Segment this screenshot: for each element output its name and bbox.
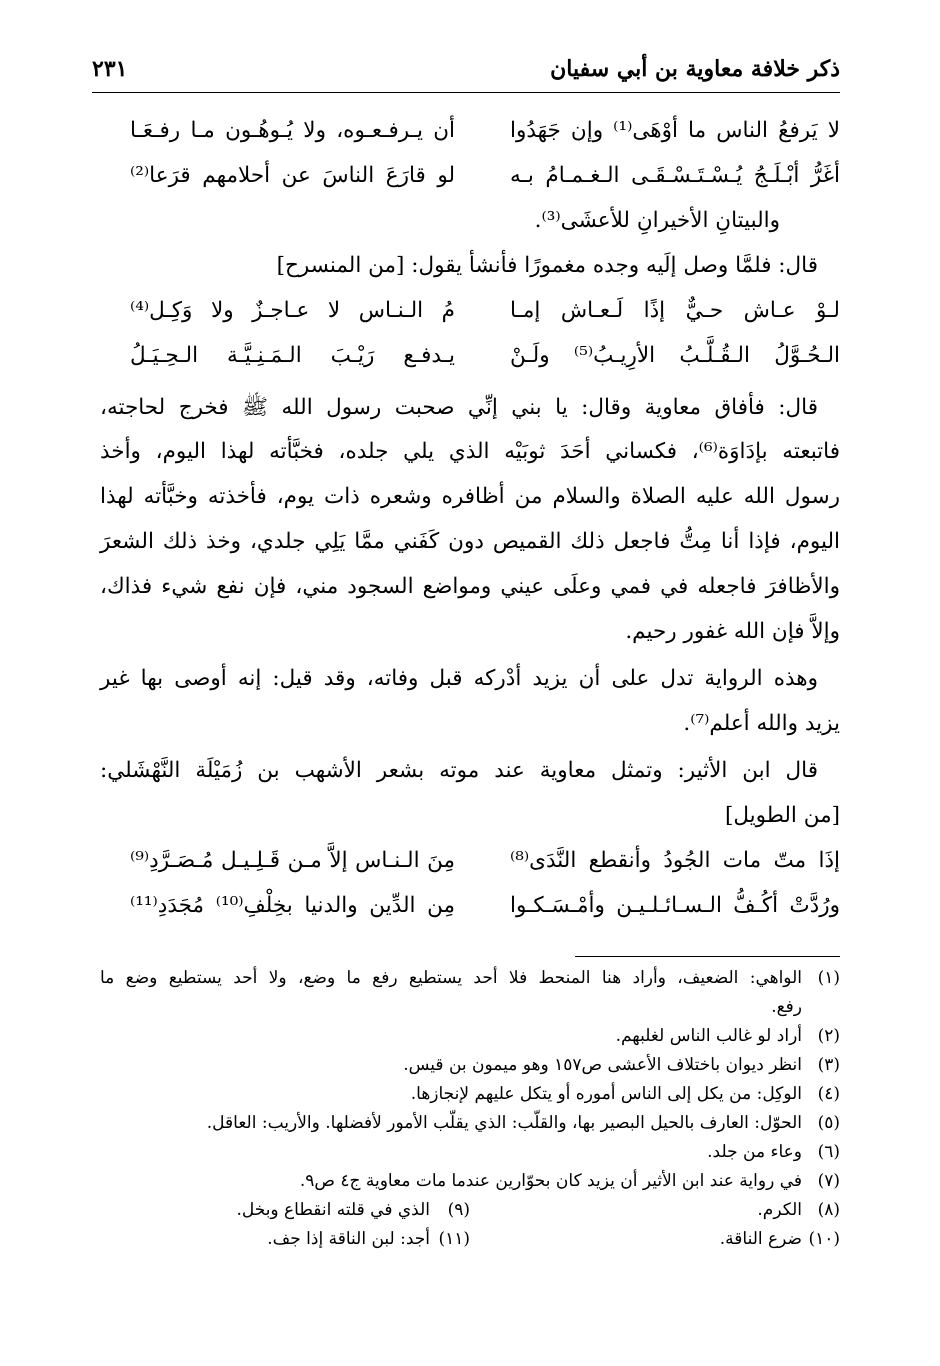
verse-second-hemistich: يـدفـع رَيْـبَ الـمَـنِـيَّـة الـحِـيَـلُ xyxy=(130,343,455,368)
footnote xyxy=(100,997,840,1026)
verse-second-hemistich: لو قارَعَ الناسَ عن أحلامهم قرَعا⁽²⁾ xyxy=(130,163,455,188)
paragraph-line: رسول الله عليه الصلاة والسلام من أظافره وشعره ذات يوم، فأخذته وخبَّأته لهذا xyxy=(100,484,840,509)
footnote xyxy=(100,1171,840,1200)
verse-second-hemistich: مِن الدِّين والدنيا بخِلْفِ⁽¹⁰⁾ مُجَدَدِ⁽¹¹⁾ xyxy=(130,893,456,918)
paragraph-line: وهذه الرواية تدل على أن يزيد أدْركه قبل وفاته، وقد قيل: إنه أوصى بها غير xyxy=(100,666,818,691)
verse-line xyxy=(100,343,840,388)
paragraph xyxy=(100,666,840,756)
footnote-separator xyxy=(575,956,840,957)
attribution-line: والبيتانِ الأخيرانِ للأعشَى⁽³⁾. xyxy=(534,208,780,233)
page-number: ٢٣١ xyxy=(92,56,128,82)
footnote xyxy=(100,1084,840,1113)
footnote-number: (١٠) xyxy=(808,1229,840,1249)
verse-second-hemistich: مِنَ الـنـاس إلاَّ مـن قَـلِـيـل مُـصَـرَّدِ⁽⁹⁾ xyxy=(130,848,455,873)
footnote-text: الذي في قلته انقطاع وبخل. xyxy=(236,1200,430,1220)
footnote-text: أجد: لبن الناقة إذا جف. xyxy=(267,1229,430,1249)
verse-line xyxy=(100,118,840,163)
footnote xyxy=(100,1026,840,1055)
page-header xyxy=(92,52,840,93)
running-title: ذكر خلافة معاوية بن أبي سفيان xyxy=(550,56,840,82)
footnote-number: (٥) xyxy=(817,1113,840,1133)
footnote xyxy=(100,968,840,997)
footnote-text: ضرع الناقة. xyxy=(719,1229,802,1249)
footnote-text: أراد لو غالب الناس لغلبهم. xyxy=(615,1026,802,1046)
paragraph-line: وإلاَّ فإن الله غفور رحيم. xyxy=(625,619,840,644)
footnote-pair xyxy=(100,1200,840,1229)
verse-first-hemistich: لا يَرفعُ الناس ما أوْهَى⁽¹⁾ وإن جَهَدُوا xyxy=(510,118,840,143)
verse-second-hemistich: مُ الـنـاس لا عـاجـزٌ ولا وَكِـل⁽⁴⁾ xyxy=(130,298,455,323)
footnote-number: (٨) xyxy=(817,1200,840,1220)
paragraph-line: [من الطويل] xyxy=(724,803,840,828)
paragraph-line: قال: فأفاق معاوية وقال: يا بني إنِّي صحبت رسول الله ﷺ فخرج لحاجته، xyxy=(100,395,818,420)
footnote-text: وعاء من جلد. xyxy=(707,1142,802,1162)
footnote xyxy=(100,1055,840,1084)
verse-second-hemistich: أن يـرفـعـوه، ولا يُـوهُـون مـا رفـعَـا xyxy=(130,118,455,143)
paragraph xyxy=(100,758,840,848)
verse-first-hemistich: أغَرُّ أبْـلَـجُ يُـسْـتَـسْـقَـى الـغـمـامُ بـه xyxy=(510,163,840,188)
footnote-text: الوكِل: من يكل إلى الناس أموره أو يتكل عليهم لإنجازها. xyxy=(410,1084,802,1104)
footnote-text: الواهي: الضعيف، وأراد هنا المنحط فلا أحد يستطيع رفع ما وضع، ولا أحد يستطيع وضع ما xyxy=(100,968,802,988)
footnote-text: انظر ديوان باختلاف الأعشى ص١٥٧ وهو ميمون بن قيس. xyxy=(403,1055,802,1075)
footnote-text: الحوّل: العارف بالحيل البصير بها، والقلّب: الذي يقلّب الأمور لأفضلها. والأريب: العاقل. xyxy=(206,1113,802,1133)
footnote-number: (١) xyxy=(817,968,840,988)
footnote-number: (٩) xyxy=(447,1200,470,1220)
footnote-number: (٤) xyxy=(817,1084,840,1104)
paragraph-line: اليوم، فإذا أنا مِتُّ فاجعل ذلك القميص دون كَفَني ممَّا يَلِي جلدي، وخذ ذلك الشعرَ xyxy=(100,529,840,554)
paragraph-line: والأظافرَ فاجعله في فمي وعلَى عيني ومواضع السجود مني، فإن نفع شيء فذاك، xyxy=(100,574,840,599)
footnote-text: الكرم. xyxy=(757,1200,802,1220)
footnotes xyxy=(100,968,840,1258)
verse-line xyxy=(100,298,840,343)
footnote xyxy=(100,1113,840,1142)
footnote-number: (٦) xyxy=(817,1142,840,1162)
footnote-number: (١١) xyxy=(438,1229,470,1249)
verse-line xyxy=(100,163,840,208)
footnote xyxy=(100,1142,840,1171)
paragraph-line: قال: فلمَّا وصل إلَيه وجده مغمورًا فأنشأ يقول: [من المنسرح] xyxy=(276,253,818,278)
footnote-pair xyxy=(100,1229,840,1258)
verse-first-hemistich: إذَا متّ مات الجُودُ وأنقطع النَّدَى⁽⁸⁾ xyxy=(510,848,840,873)
verse-line xyxy=(100,893,840,938)
footnote-text: رفع. xyxy=(771,997,802,1017)
verse-first-hemistich: لـوْ عـاش حـيٌّ إذًا لَـعـاش إمـا xyxy=(510,298,840,323)
footnote-text: في رواية عند ابن الأثير أن يزيد كان بحوّارين عندما مات معاوية ج٤ ص٩. xyxy=(299,1171,802,1191)
verse-line xyxy=(100,848,840,893)
verse-first-hemistich: ورُدَّتْ أكُـفُّ الـسـائـلـيـن وأمْـسَـكـوا xyxy=(510,893,840,918)
paragraph xyxy=(100,394,840,664)
paragraph-line: يزيد والله أعلم⁽⁷⁾. xyxy=(683,711,840,736)
verse-first-hemistich: الـحُـوَّلُ الـقُـلَّـبُ الأرِيـبُ⁽⁵⁾ ولَـنْ xyxy=(510,343,841,368)
footnote-number: (٣) xyxy=(817,1055,840,1075)
footnote-number: (٧) xyxy=(817,1171,840,1191)
main-text xyxy=(100,100,840,938)
paragraph-line: قال ابن الأثير: وتمثل معاوية عند موته بشعر الأشهب بن زُمَيْلَة النَّهْشَلي: xyxy=(100,758,818,783)
paragraph-line: فاتبعته بإدَاوَة⁽⁶⁾، فكساني أحَدَ ثوبَيْه الذي يلي جلده، فخبَّأته لهذا اليوم، وأخذ xyxy=(100,439,840,464)
footnote-number: (٢) xyxy=(817,1026,840,1046)
